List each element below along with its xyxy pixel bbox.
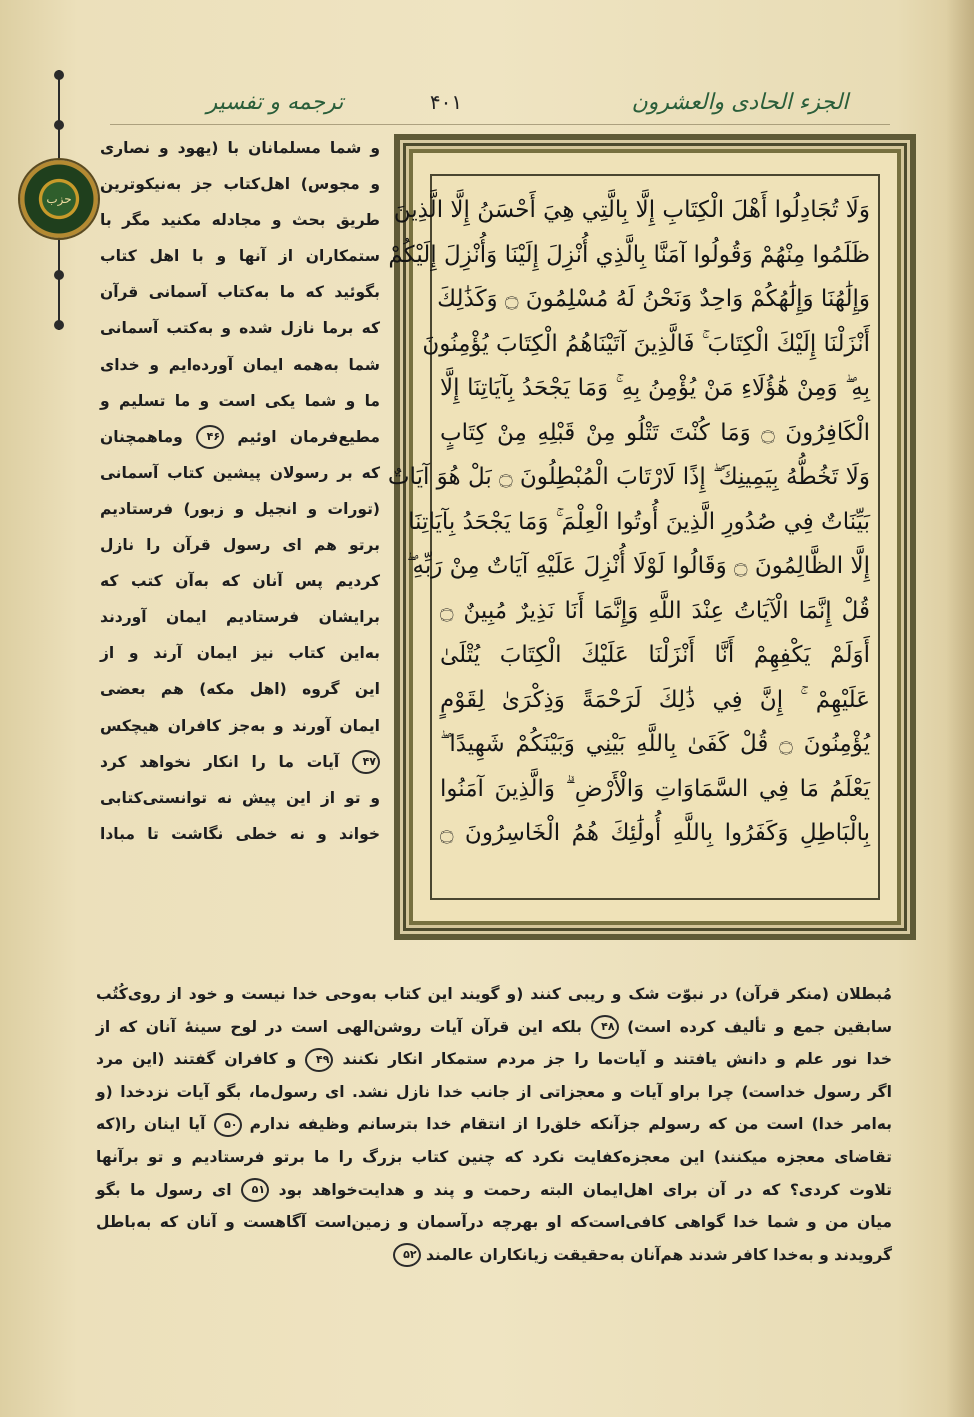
translation-line: طریق بحث و مجادله مکنید مگر با xyxy=(100,211,380,230)
paragraph-line: اگر رسول خداست) چرا براو آیات و معجزاتی از جانب خدا نازل نشد. ای رسول‌ما، بگو آیات نزدخدا (و xyxy=(96,1082,892,1101)
paragraph-text: ای رسول ما بگو xyxy=(96,1180,232,1199)
paragraph-line xyxy=(96,1011,892,1044)
translation-line: و مجوس) اهل‌کتاب جز به‌نیکوترین xyxy=(100,175,380,194)
translation-paragraph xyxy=(96,978,892,1271)
translation-line: برتو هم ای رسول قرآن را نازل xyxy=(100,536,380,555)
translation-line: (تورات و انجیل و زبور) فرستادیم xyxy=(100,499,380,518)
ornament-dot xyxy=(54,120,64,130)
translation-line: برایشان فرستادیم ایمان آوردند xyxy=(100,608,380,627)
verse-number-badge: ۵۱ xyxy=(241,1178,269,1202)
running-title-right: الجزء الحادی والعشرون xyxy=(631,90,849,115)
quran-text-inner-border xyxy=(387,174,880,900)
quran-line: عَلَيْهِمْ ۚ إِنَّ فِي ذَٰلِكَ لَرَحْمَةً وَذِكْرَىٰ لِقَوْمٍ xyxy=(440,686,870,713)
running-title-left: ترجمه و تفسیر xyxy=(206,90,344,115)
paragraph-text: آیا اینان را(که xyxy=(96,1115,206,1134)
translation-line: که برما نازل شده و به‌کتب آسمانی xyxy=(100,319,380,338)
quran-line: يُؤْمِنُونَ ۝ قُلْ كَفَىٰ بِاللَّهِ بَيْنِي وَبَيْنَكُمْ شَهِيدًا ۖ xyxy=(440,731,870,757)
paragraph-line: تقاضای معجزه میکنند) این معجزه‌کفایت نکرد که چنین کتاب بزرگ را ما برتو فرستادیم و تو برآنها xyxy=(96,1147,892,1166)
paragraph-line: مُبطلان (منکر قرآن) در نبوّت شک و ریبی کنند (و گویند این کتاب به‌وحی خدا نیست و خود از روی‌کُتُب xyxy=(96,985,892,1003)
quran-text-frame xyxy=(387,134,916,940)
quran-verses xyxy=(387,188,870,856)
quran-line: الْكَافِرُونَ ۝ وَمَا كُنْتَ تَتْلُو مِنْ قَبْلِهِ مِنْ كِتَابٍ xyxy=(440,419,870,446)
verse-number-badge: ۵۲ xyxy=(393,1243,421,1267)
translation-line xyxy=(100,419,380,455)
verse-number-badge: ۴۹ xyxy=(305,1048,333,1072)
header-divider xyxy=(110,124,890,125)
paragraph-text: خدا نور علم و دانش یافتند و آیات‌ما را جز مردم ستمکار انکار نکنند xyxy=(342,1050,893,1069)
translation-line: ایمان آورند و به‌جز کافران هیچکس xyxy=(100,716,380,735)
translation-line: این گروه (اهل مکه) هم بعضی xyxy=(100,680,380,699)
translation-line: خواند و نه خطی نگاشت تا مبادا xyxy=(100,824,380,843)
paragraph-text: تلاوت کردی؟ که در آن برای اهل‌ایمان البته رحمت و پند و هدایت‌خواهد بود xyxy=(278,1180,892,1199)
paragraph-line xyxy=(96,1043,892,1076)
paragraph-line: میان من و شما خدا گواهی کافی‌است‌که او بهرچه درآسمان و زمین‌است آگاهست و آنان که به‌باطل xyxy=(96,1213,892,1232)
paragraph-text: بلکه این قرآن آیات روشن‌الهی است در لوح سینهٔ آنان که از xyxy=(96,1017,582,1036)
quran-line: وَلَا تَخُطُّهُ بِيَمِينِكَ ۖ إِذًا لَارْتَابَ الْمُبْطِلُونَ ۝ بَلْ هُوَ آيَاتٌ xyxy=(387,464,870,490)
translation-line: بگوئید که ما به‌کتاب آسمانی قرآن xyxy=(100,283,380,302)
ornament-dot xyxy=(54,270,64,280)
translation-text: آیات ما را انکار نخواهد کرد xyxy=(100,752,340,771)
quran-line: ظَلَمُوا مِنْهُمْ وَقُولُوا آمَنَّا بِالَّذِي أُنْزِلَ إِلَيْنَا وَأُنْزِلَ إِلَيْكُمْ xyxy=(388,241,870,268)
quran-line: بِالْبَاطِلِ وَكَفَرُوا بِاللَّهِ أُولَٰئِكَ هُمُ الْخَاسِرُونَ ۝ xyxy=(440,820,870,846)
quran-line: أَوَلَمْ يَكْفِهِمْ أَنَّا أَنْزَلْنَا عَلَيْكَ الْكِتَابَ يُتْلَىٰ xyxy=(440,642,870,668)
translation-line: ستمکاران از آنها و با اهل کتاب xyxy=(100,247,380,266)
paragraph-line xyxy=(96,1239,892,1272)
quran-line: أَنْزَلْنَا إِلَيْكَ الْكِتَابَ ۚ فَالَّذِينَ آتَيْنَاهُمُ الْكِتَابَ يُؤْمِنُونَ xyxy=(422,330,870,357)
paragraph-text: و کافران گفتند (این مرد xyxy=(96,1050,297,1069)
hizb-medallion-label: حزب xyxy=(46,192,72,206)
verse-number-badge: ۴۷ xyxy=(352,750,380,774)
translation-line: به‌این کتاب نیز ایمان آرند و از xyxy=(100,644,380,663)
quran-line: بَيِّنَاتٌ فِي صُدُورِ الَّذِينَ أُوتُوا الْعِلْمَ ۚ وَمَا يَجْحَدُ بِآيَاتِنَا xyxy=(408,508,870,535)
page-edge-shadow xyxy=(946,0,974,1417)
verse-number-badge: ۵۰ xyxy=(214,1113,242,1137)
paragraph-text: سابقین جمع و تألیف کرده است) xyxy=(627,1017,892,1036)
quran-line: إِلَّا الظَّالِمُونَ ۝ وَقَالُوا لَوْلَا أُنْزِلَ عَلَيْهِ آيَاتٌ مِنْ رَبِّهِ ۖ xyxy=(406,553,870,579)
translation-text: وماهمچنان xyxy=(100,427,183,446)
translation-text: مطیع‌فرمان اوئیم xyxy=(237,427,380,446)
translation-line: و شما مسلمانان با (یهود و نصاری xyxy=(100,139,380,157)
quran-line: يَعْلَمُ مَا فِي السَّمَاوَاتِ وَالْأَرْضِ ۗ وَالَّذِينَ آمَنُوا xyxy=(440,775,870,802)
translation-line: که بر رسولان پیشین کتاب آسمانی xyxy=(100,463,380,482)
ornament-dot xyxy=(54,320,64,330)
verse-number-badge: ۴۸ xyxy=(591,1015,619,1039)
quran-line: وَإِلَٰهُنَا وَإِلَٰهُكُمْ وَاحِدٌ وَنَحْنُ لَهُ مُسْلِمُونَ ۝ وَكَذَٰلِكَ xyxy=(437,286,870,312)
translation-line: و تو از این پیش نه توانستی‌کتابی xyxy=(100,788,380,807)
paragraph-line xyxy=(96,1174,892,1207)
translation-line: ما و شما یکی است و ما تسلیم و xyxy=(100,391,380,410)
verse-number-badge: ۴۶ xyxy=(196,425,224,449)
translation-line: کردیم پس آنان که به‌آن کتب که xyxy=(100,572,380,591)
translation-column xyxy=(100,130,380,852)
paragraph-text: به‌امر خدا) است من که رسولم جزآنکه خلق‌را از انتقام خدا بترسانم وظیفه ندارم xyxy=(249,1115,892,1134)
translation-line xyxy=(100,744,380,780)
quran-line: قُلْ إِنَّمَا الْآيَاتُ عِنْدَ اللَّهِ وَإِنَّمَا أَنَا نَذِيرٌ مُبِينٌ ۝ xyxy=(440,597,870,624)
paragraph-text: گرویدند و به‌خدا کافر شدند هم‌آنان به‌حقیقت زیانکاران عالمند xyxy=(426,1245,892,1264)
ornament-dot xyxy=(54,70,64,80)
quran-line: بِهِ ۖ وَمِنْ هَٰؤُلَاءِ مَنْ يُؤْمِنُ بِهِ ۚ وَمَا يَجْحَدُ بِآيَاتِنَا إِلَّا xyxy=(440,375,870,401)
paragraph-line xyxy=(96,1108,892,1141)
quran-line: وَلَا تُجَادِلُوا أَهْلَ الْكِتَابِ إِلَّا بِالَّتِي هِيَ أَحْسَنُ إِلَّا الَّذِينَ xyxy=(393,197,870,223)
page-number: ۴۰۱ xyxy=(429,90,463,114)
translation-line: شما به‌همه ایمان آورده‌ایم و خدای xyxy=(100,355,380,374)
